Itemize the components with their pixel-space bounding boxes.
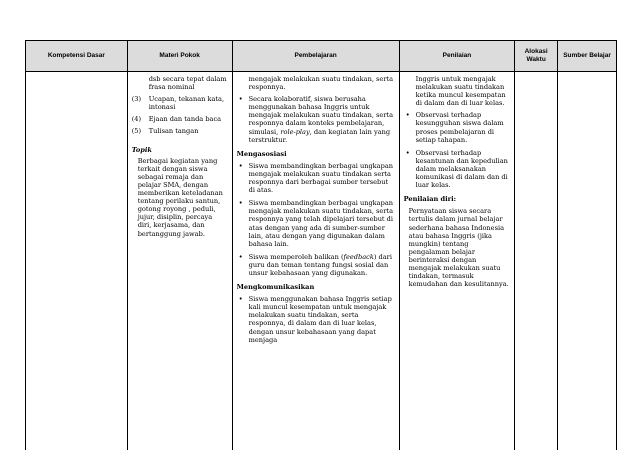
bullet-icon: •	[238, 295, 243, 304]
materi-list	[132, 95, 228, 135]
bullet-icon: •	[238, 95, 243, 104]
list-item	[132, 127, 228, 135]
header-pembelajaran: Pembelajaran	[232, 41, 399, 72]
header-penilaian: Penilaian	[399, 41, 515, 72]
list-item	[237, 295, 395, 344]
header-materi-pokok: Materi Pokok	[127, 41, 232, 72]
list-item-number: (3)	[131, 95, 142, 104]
list-item	[404, 149, 511, 189]
text-run: Siswa membandingkan berbagai ungkapan mengajak melakukan suatu tindakan serta responnya dari berbagai sumber tersebut di atas.	[248, 161, 394, 195]
text-run: Observasi terhadap kesungguhan siswa dalam proses pembelajaran di setiap tahapan.	[415, 111, 504, 144]
text-run: Observasi terhadap kesantunan dan kepedulian dalam melaksanakan komunikasi di dalam dan di luar kelas.	[415, 148, 508, 190]
materi-continuation: dsb secara tepat dalam frasa nominal	[148, 75, 227, 92]
bullet-icon: •	[405, 111, 410, 120]
list-item	[237, 253, 395, 277]
heading-penilaian-diri: Penilaian diri:	[403, 195, 457, 204]
list-item	[237, 199, 395, 248]
syllabus-table	[25, 40, 617, 450]
pembelajaran-continuation: mengajak melakukan suatu tindakan, serta responnya.	[248, 75, 394, 92]
cell-kompetensi-dasar	[26, 72, 128, 451]
topik-text: Berbagai kegiatan yang terkait dengan siswa sebagai remaja dan pelajar SMA, dengan memberikan keteladanan tentang perilaku santun, gotong royong , peduli, jujur, disiplin, percaya diri, kerjasama, dan bertanggung jawab.	[137, 156, 223, 238]
list-item	[237, 162, 395, 194]
list-item-number: (4)	[131, 115, 142, 124]
text-run: Siswa menggunakan bahasa Inggris setiap kali muncul kesempatan untuk mengajak melakukan suatu tindakan, serta responnya, di dalam dan di luar kelas, dengan unsur kebahasaan yang dapat menjaga	[248, 295, 392, 344]
heading-mengkomunikasikan: Mengkomunikasikan	[236, 283, 315, 292]
list-item	[404, 111, 511, 143]
cell-materi-pokok	[127, 72, 232, 451]
pembelajaran-bullets-2	[237, 162, 395, 277]
list-item-number: (5)	[131, 127, 142, 136]
cell-penilaian	[399, 72, 515, 451]
table-header-row	[26, 41, 617, 72]
penilaian-diri-text: Pernyataan siswa secara tertulis dalam jurnal belajar sederhana bahasa Indonesia atau bahasa Inggris (jika mungkin) tentang pengalaman belajar berinteraksi dengan mengajak melakukan suatu tindakan, termasuk kemudahan dan kesulitannya.	[408, 207, 509, 289]
syllabus-page	[25, 40, 617, 450]
list-item	[237, 95, 395, 144]
italic-run: feedback	[343, 252, 374, 261]
text-run: Siswa memperoleh balikan (	[248, 252, 344, 261]
header-alokasi-waktu: Alokasi Waktu	[515, 41, 558, 72]
list-item	[132, 115, 228, 123]
list-item-text	[249, 95, 393, 143]
list-item-text: Ejaan dan tanda baca	[148, 115, 222, 124]
list-item-text: Ucapan, tekanan kata, intonasi	[148, 95, 225, 112]
table-row	[26, 72, 617, 451]
penilaian-continuation: Inggris untuk mengajak melakukan suatu tindakan ketika muncul kesempatan di dalam dan di luar kelas.	[415, 75, 506, 108]
list-item-text	[249, 253, 392, 277]
bullet-icon: •	[238, 199, 243, 208]
list-item-text: Tulisan tangan	[148, 127, 199, 136]
list-item-text	[416, 111, 504, 143]
header-sumber-belajar: Sumber Belajar	[558, 41, 617, 72]
bullet-icon: •	[238, 161, 243, 170]
cell-pembelajaran	[232, 72, 399, 451]
list-item-text	[416, 149, 508, 189]
italic-run: role-play	[280, 127, 310, 136]
list-item-text	[249, 199, 393, 247]
header-kompetensi-dasar: Kompetensi Dasar	[26, 41, 128, 72]
heading-mengasosiasi: Mengasosiasi	[236, 149, 287, 158]
pembelajaran-bullets-1	[237, 95, 395, 144]
text-run: Siswa membandingkan berbagai ungkapan mengajak melakukan suatu tindakan, serta responnya yang telah dipelajari tersebut di atas dengan yang ada di sumber-sumber lain, atau dengan yang digunakan dalam bahasa lain.	[248, 199, 394, 248]
list-item-text	[249, 295, 392, 343]
pembelajaran-bullets-3	[237, 295, 395, 344]
text-run: , dan kegiatan lain yang terstruktur.	[248, 127, 391, 144]
cell-alokasi-waktu	[515, 72, 558, 451]
bullet-icon: •	[405, 148, 410, 157]
topik-heading: Topik	[131, 145, 152, 154]
list-item-text	[249, 162, 393, 194]
text-run: Secara kolaboratif, siswa berusaha menggunakan bahasa Inggris untuk mengajak melakukan suatu tindakan, serta responnya dalam konteks pembelajaran, simulasi,	[248, 95, 394, 136]
bullet-icon: •	[238, 252, 243, 261]
cell-sumber-belajar	[558, 72, 617, 451]
text-run: ) dari guru dan teman tentang fungsi sosial dan unsur kebahasaan yang digunakan.	[248, 252, 392, 277]
list-item	[132, 95, 228, 111]
penilaian-bullets	[404, 111, 511, 189]
